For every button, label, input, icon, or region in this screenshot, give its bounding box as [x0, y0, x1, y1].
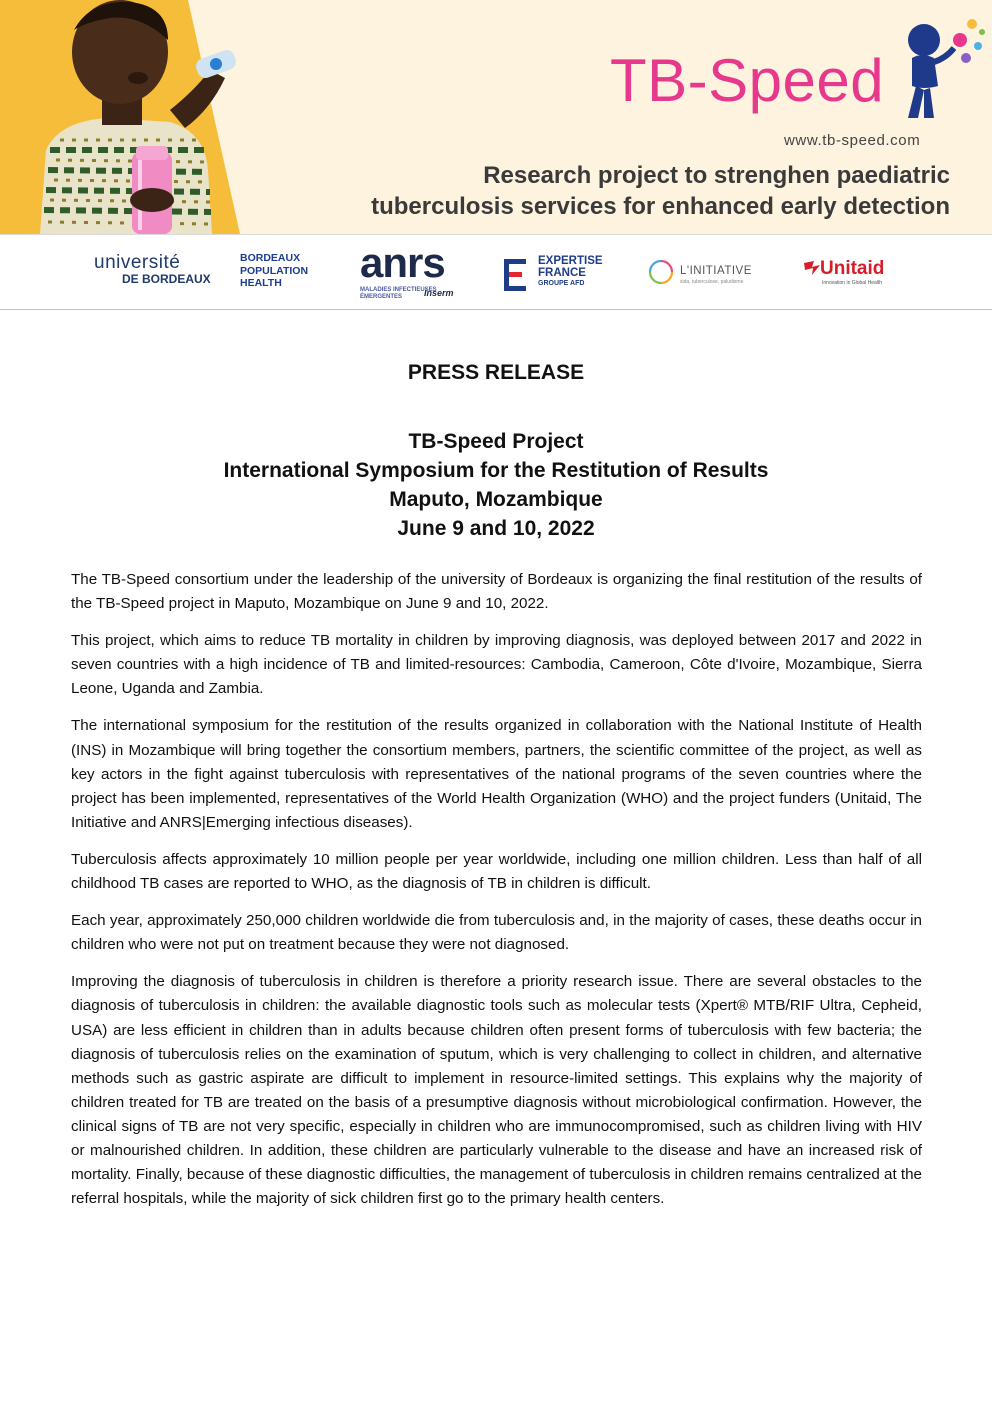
website-url: www.tb-speed.com	[784, 132, 921, 149]
bph-line: BORDEAUX	[240, 252, 301, 264]
press-release-label: PRESS RELEASE	[407, 361, 585, 384]
project-tagline	[371, 160, 950, 222]
bordeaux-population-health-logo	[240, 252, 308, 290]
bph-line: POPULATION	[240, 264, 309, 277]
ef-line: FRANCE	[538, 267, 586, 279]
document-title	[0, 427, 992, 543]
anrs-sub-line: ÉMERGENTES	[360, 294, 403, 300]
unitaid-sub: Innovation in Global Health	[822, 280, 883, 286]
body-paragraph: The TB-Speed consortium under the leadership of the university of Bordeaux is organizing the final restitution of the results of the TB-Speed project in Maputo, Mozambique on June 9 and 10, 2022.	[71, 571, 922, 613]
body-paragraph: Improving the diagnosis of tuberculosis in children is therefore a priority research issue. There are several obstacles to the diagnosis of tuberculosis in children: the available diagnostic tools such as molecular tests (Xpert® MTB/RIF Ultra, Cepheid, USA) are less efficient in children than in adults because children often present forms of tuberculosis with few bacteria; the diagnosis of tuberculosis relies on the examination of sputum, which is very challenging to collect in children, and alternative methods such as gastric aspirate are difficult to implement in resource-limited settings. This explains why the majority of children treated for TB are treated on the basis of a presumptive diagnosis without microbiological confirmation. However, the clinical signs of TB are not very specific, especially in children who are immunocompromised, such as children living with HIV or malnourished children. In addition, these children are particularly vulnerable to the disease and have an increased risk of mortality. Finally, because of these diagnostic difficulties, the management of tuberculosis in children remains centralized at the referral hospitals, while the majority of sick children first go to the primary health centers.	[71, 973, 922, 1208]
bph-line: HEALTH	[240, 277, 282, 289]
universite-sub: DE BORDEAUX	[122, 272, 211, 286]
inserm-label: Inserm	[424, 288, 454, 298]
unitaid-name: Unitaid	[820, 258, 885, 279]
tagline-line: tuberculosis services for enhanced early detection	[371, 193, 950, 220]
body-paragraph: Each year, approximately 250,000 children worldwide die from tuberculosis and, in the majority of cases, these deaths occur in children who were not put on treatment because they were not diagnosed.	[71, 912, 922, 954]
body-paragraph: The international symposium for the restitution of the results organized in collaboration with the National Institute of Health (INS) in Mozambique will bring together the consortium members, partners, the scientific committee of the project, as well as key actors in the fight against tuberculosis with representatives of the national programs of the seven countries where the project has been implemented, representatives of the World Health Organization (WHO) and the project funders (Unitaid, The Initiative and ANRS|Emerging infectious diseases).	[71, 717, 922, 831]
ef-groupe-afd: GROUPE AFD	[538, 280, 585, 287]
tb-speed-logo: TB-Speed	[610, 47, 885, 114]
ef-line: EXPERTISE	[538, 255, 603, 267]
title-line: Maputo, Mozambique	[389, 488, 603, 511]
body-paragraph: This project, which aims to reduce TB mortality in children by improving diagnosis, was deployed between 2017 and 2022 in seven countries with a high incidence of TB and limited-resources: Cambodia, Cameroon, Côte d'Ivoire, Mozambique, Sierra Leone, Uganda and Zambia.	[71, 632, 922, 698]
anrs-sub-line: MALADIES INFECTIEUSES	[360, 287, 437, 293]
title-line: June 9 and 10, 2022	[397, 517, 595, 540]
title-line: International Symposium for the Restitution of Results	[223, 459, 769, 482]
initiative-sub: sida, tuberculose, paludisme	[680, 279, 744, 285]
tagline-line: Research project to strenghen paediatric	[483, 162, 950, 189]
partner-logos	[0, 234, 992, 310]
universite-word: université	[94, 252, 181, 273]
unitaid-bird-icon	[802, 257, 822, 277]
body-paragraph: Tuberculosis affects approximately 10 million people per year worldwide, including one million children. Less than half of all childhood TB cases are reported to WHO, as the diagnosis of TB in children is difficult.	[71, 850, 922, 893]
header-banner	[0, 0, 992, 234]
child-photo	[20, 0, 250, 234]
expertise-france-mark-icon	[504, 259, 526, 291]
expertise-france-name	[538, 255, 603, 279]
anrs-word: anrs	[360, 239, 445, 286]
document-body	[71, 568, 922, 1224]
initiative-name: L'INITIATIVE	[680, 265, 752, 277]
initiative-ring-icon	[648, 259, 674, 285]
title-line: TB-Speed Project	[408, 430, 584, 453]
child-figure-icon	[894, 18, 986, 128]
